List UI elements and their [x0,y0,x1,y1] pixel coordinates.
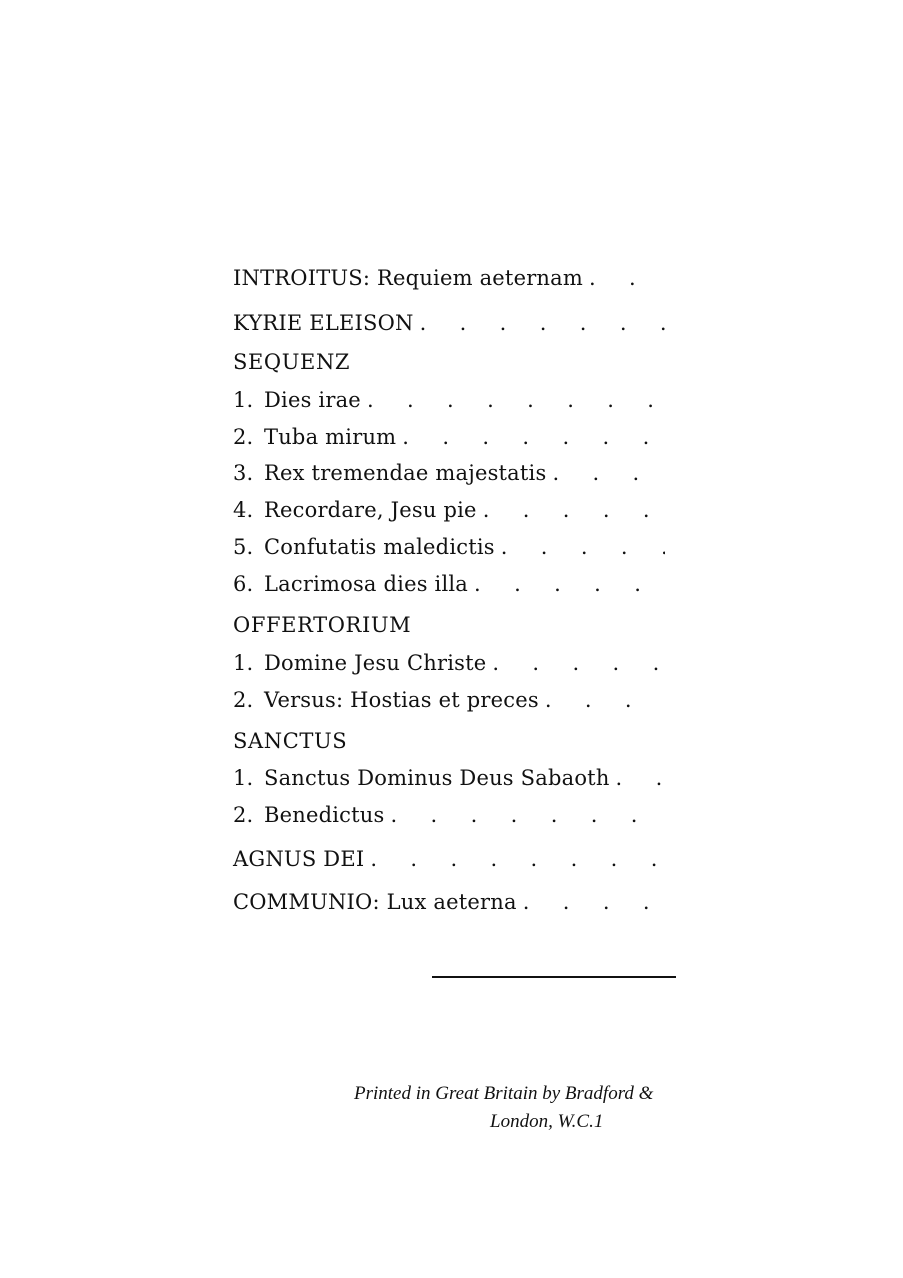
toc-entry-kyrie [233,307,665,339]
section-heading-sequenz: SEQUENZ [233,350,351,374]
dot-leader [552,457,665,489]
toc-entry-agnus-dei [233,843,665,875]
toc-entry-label: Dies irae [264,388,361,412]
dot-leader [367,384,665,416]
toc-entry [233,684,665,716]
toc-entry [233,384,665,416]
dot-leader [492,647,665,679]
toc-entry-label: Versus: Hostias et preces [264,688,539,712]
toc-entry [233,421,665,453]
toc-entry-number: 1. [233,766,254,790]
toc-entry-number: 2. [233,688,254,712]
dot-leader [402,421,665,453]
dot-leader [501,531,665,563]
dot-leader [474,568,665,600]
toc-entry-label: Sanctus Dominus Deus Sabaoth [264,766,610,790]
toc-entry-number: 5. [233,535,254,559]
toc-entry-label: INTROITUS: Requiem aeternam [233,266,583,290]
toc-entry-label: Confutatis maledictis [264,535,495,559]
section-heading-offertorium: OFFERTORIUM [233,613,412,637]
dot-leader [483,494,665,526]
dot-leader [370,843,665,875]
toc-entry-label: Tuba mirum [264,425,397,449]
imprint-line-2: London, W.C.1 [490,1111,604,1132]
dot-leader [523,886,665,918]
toc-entry [233,531,665,563]
toc-entry [233,799,665,831]
toc-entry-introitus [233,262,665,294]
printer-imprint [354,1080,684,1136]
toc-entry-communio [233,886,665,918]
toc-entry-label: Domine Jesu Christe [264,651,487,675]
dot-leader [390,799,665,831]
toc-entry-label: COMMUNIO: Lux aeterna [233,890,517,914]
toc-entry [233,762,665,794]
toc-entry-label: AGNUS DEI [233,847,365,871]
toc-entry [233,494,665,526]
dot-leader [616,762,665,794]
toc-entry-number: 2. [233,425,254,449]
section-heading-sanctus: SANCTUS [233,729,348,753]
toc-entry-number: 1. [233,388,254,412]
toc-entry-label: Lacrimosa dies illa [264,572,469,596]
toc-entry-number: 6. [233,572,254,596]
toc-entry-number: 1. [233,651,254,675]
dot-leader [545,684,665,716]
toc-entry [233,647,665,679]
toc-entry-label: Benedictus [264,803,385,827]
imprint-line-1: Printed in Great Britain by Bradford & [354,1083,654,1104]
toc-entry-label: Rex tremendae majestatis [264,461,547,485]
toc-entry [233,457,665,489]
toc-entry-label: KYRIE ELEISON [233,311,414,335]
toc-entry-number: 2. [233,803,254,827]
toc-entry-number: 4. [233,498,254,522]
horizontal-rule [432,976,676,978]
toc-entry-number: 3. [233,461,254,485]
toc-entry-label: Recordare, Jesu pie [264,498,477,522]
dot-leader [589,262,665,294]
dot-leader [420,307,665,339]
toc-entry [233,568,665,600]
